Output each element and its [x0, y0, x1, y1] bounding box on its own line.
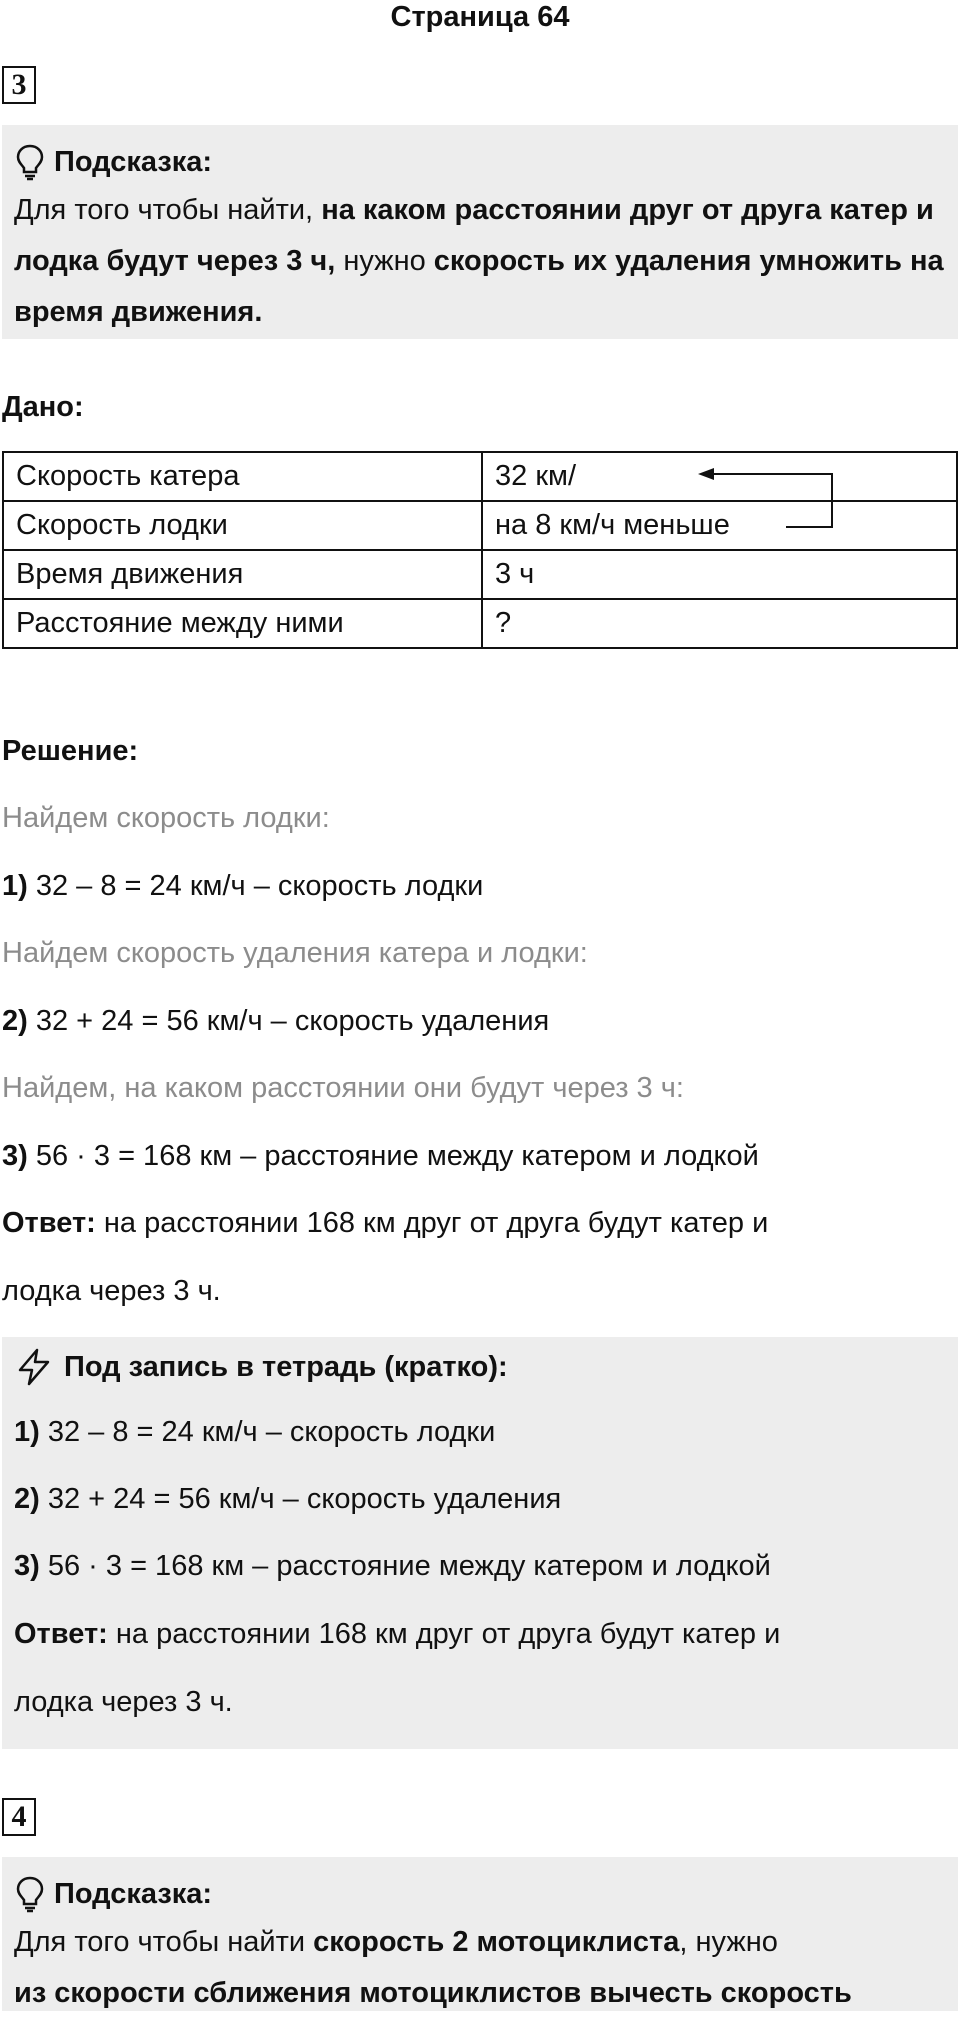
step-intro: Найдем скорость удаления катера и лодки: [2, 937, 588, 969]
hint-header [14, 1857, 946, 1923]
step-intro: Найдем скорость лодки: [2, 802, 330, 834]
step-number: 2) [2, 1005, 28, 1037]
table-cell-label: Время движения [3, 550, 482, 599]
hint-box-task3 [2, 125, 958, 339]
notebook-step-3 [14, 1550, 771, 1583]
solution-step-3 [2, 1140, 759, 1173]
notebook-step-1 [14, 1416, 495, 1449]
solution-step-1 [2, 870, 483, 903]
hint-text-plain: , нужно [679, 1926, 778, 1958]
hint-text-bold: скорость их удаления умножить на время движения. [14, 245, 944, 328]
step-text: 32 – 8 = 24 км/ч – скорость лодки [27, 870, 484, 902]
relation-arrow [690, 462, 840, 534]
hint-title: Подсказка: [54, 145, 213, 178]
step-number: 3) [14, 1550, 40, 1582]
hint-text [14, 185, 946, 338]
table-row [3, 550, 957, 599]
step-intro: Найдем, на каком расстоянии они будут через 3 ч: [2, 1072, 684, 1104]
table-row [3, 599, 957, 648]
table-cell-value: на 8 км/ч меньше [482, 501, 957, 550]
table-cell-value: 3 ч [482, 550, 957, 599]
given-heading: Дано: [2, 391, 84, 423]
step-text: 32 – 8 = 24 км/ч – скорость лодки [39, 1416, 496, 1448]
answer-text: на расстоянии 168 км друг от друга будут катер и [95, 1207, 769, 1239]
table-cell-value: 32 км/ [482, 452, 957, 501]
notebook-answer [14, 1618, 780, 1651]
hint-box-task4 [2, 1857, 958, 2011]
hint-text-plain: Для того чтобы найти, [14, 194, 322, 226]
hint-text-plain: нужно [335, 245, 434, 277]
answer-text: на расстоянии 168 км друг от друга будут катер и [107, 1618, 781, 1650]
hint-text-bold: скорость 2 мотоциклиста [313, 1926, 680, 1958]
notebook-answer-continued: лодка через 3 ч. [14, 1686, 233, 1718]
hint-text [14, 1917, 946, 2019]
notebook-title: Под запись в тетрадь (кратко): [64, 1350, 508, 1383]
answer-label: Ответ: [14, 1618, 108, 1650]
hint-title: Подсказка: [54, 1877, 213, 1910]
lightning-icon [14, 1347, 54, 1387]
table-cell-label: Расстояние между ними [3, 599, 482, 648]
hint-text-plain: Для того чтобы найти [14, 1926, 314, 1958]
notebook-box [2, 1337, 958, 1749]
table-cell-label: Скорость катера [3, 452, 482, 501]
hint-text-bold: из скорости сближения мотоциклистов вычесть скорость [14, 1977, 852, 2009]
answer-label: Ответ: [2, 1207, 96, 1239]
notebook-step-2 [14, 1483, 561, 1516]
step-number: 2) [14, 1483, 40, 1515]
hint-text-bold: на каком расстоянии друг от друга катер и лодка будут через 3 ч, [14, 194, 934, 277]
table-cell-value: ? [482, 599, 957, 648]
lightbulb-icon [14, 143, 46, 181]
step-text: 32 + 24 = 56 км/ч – скорость удаления [39, 1483, 562, 1515]
solution-heading: Решение: [2, 735, 139, 767]
page-title: Страница 64 [390, 1, 570, 33]
step-number: 3) [2, 1140, 28, 1172]
step-text: 56 · 3 = 168 км – расстояние между катером и лодкой [27, 1140, 759, 1172]
answer-line [2, 1207, 768, 1240]
lightbulb-icon [14, 1875, 46, 1913]
step-text: 32 + 24 = 56 км/ч – скорость удаления [27, 1005, 550, 1037]
step-text: 56 · 3 = 168 км – расстояние между катером и лодкой [39, 1550, 771, 1582]
solution-step-2 [2, 1005, 549, 1038]
notebook-header [14, 1347, 508, 1387]
table-cell-label: Скорость лодки [3, 501, 482, 550]
task-number-3: 3 [2, 66, 36, 104]
hint-header [14, 125, 946, 193]
task-number-4: 4 [2, 1798, 36, 1836]
answer-line-continued: лодка через 3 ч. [2, 1275, 221, 1307]
step-number: 1) [14, 1416, 40, 1448]
step-number: 1) [2, 870, 28, 902]
